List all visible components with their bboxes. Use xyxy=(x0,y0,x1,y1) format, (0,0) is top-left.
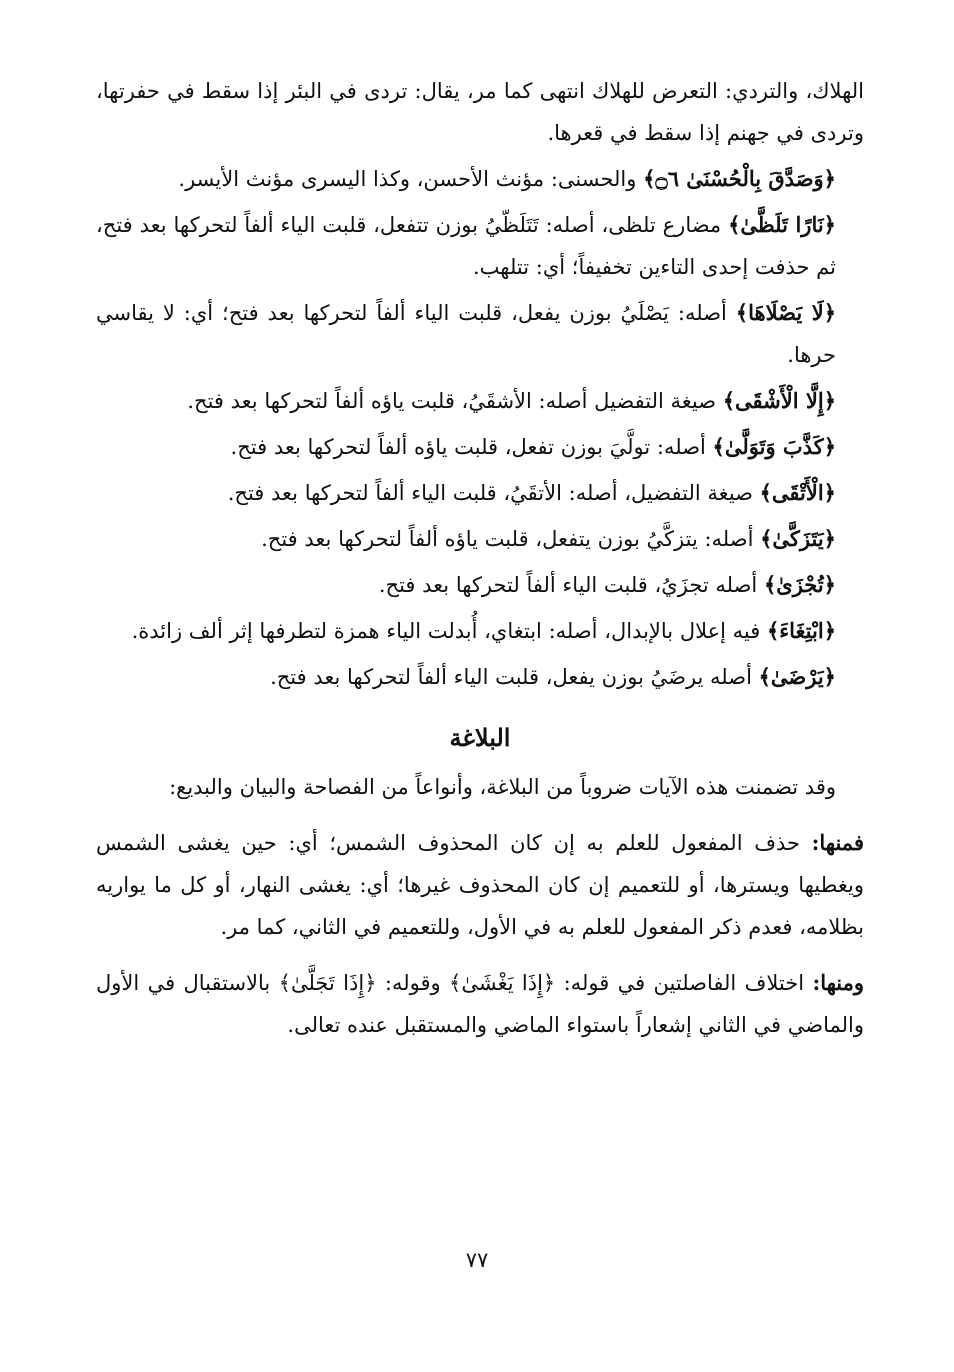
paragraph-9-text: أصله تجزَيُ، قلبت الياء ألفاً لتحركها بعد فتح. xyxy=(378,573,764,597)
quran-quote: ﴿كَذَّبَ وَتَوَلَّىٰ﴾ xyxy=(712,434,836,459)
quran-quote: ﴿ابْتِغَاءَ﴾ xyxy=(766,618,836,643)
quran-quote: ﴿يَتَزَكَّىٰ﴾ xyxy=(760,526,836,551)
balagha-intro-text: وقد تضمنت هذه الآيات ضروباً من البلاغة، وأنواعاً من الفصاحة والبيان والبديع: xyxy=(169,775,836,799)
paragraph-4 xyxy=(96,292,864,376)
paragraph-3 xyxy=(96,204,864,288)
section-heading: البلاغة xyxy=(449,723,511,752)
spacer xyxy=(96,812,864,822)
point-lead: ومنها: xyxy=(812,970,864,995)
point-lead: فمنها: xyxy=(811,830,864,855)
quran-quote: ﴿الْأَتْقَى﴾ xyxy=(759,480,836,505)
page-number: ٧٧ xyxy=(465,1248,489,1272)
balagha-point-1-text: حذف المفعول للعلم به إن كان المحذوف الشمس؛ أي: حين يغشى الشمس ويغطيها ويسترها، أو للتعميم إن كان المحذوف غيرها؛ أي: يغشى النهار، أو كل ما يواريه بظلامه، فعدم ذكر المفعول للعلم به في الأول، وللتعميم في الثاني، كما مر. xyxy=(96,831,864,939)
quran-quote: ﴿وَصَدَّقَ بِالْحُسْنَىٰ ۝٦﴾ xyxy=(643,166,836,191)
paragraph-8-text: أصله: يتزكَّيُ بوزن يتفعل، قلبت ياؤه ألفاً لتحركها بعد فتح. xyxy=(261,527,761,551)
balagha-point-1 xyxy=(96,822,864,948)
paragraph-10-text: فيه إعلال بالإبدال، أصله: ابتغاي، أُبدلت الياء همزة لتطرفها إثر ألف زائدة. xyxy=(131,619,767,643)
quran-quote: ﴿تُجْزَىٰ﴾ xyxy=(763,572,836,597)
paragraph-5 xyxy=(96,380,864,422)
paragraph-11 xyxy=(96,656,864,698)
quran-quote: ﴿إِلَّا الْأَشْقَى﴾ xyxy=(722,388,836,413)
paragraph-11-text: أصله يرضَيُ بوزن يفعل، قلبت الياء ألفاً لتحركها بعد فتح. xyxy=(270,665,759,689)
paragraph-2-text: والحسنى: مؤنث الأحسن، وكذا اليسرى مؤنث الأيسر. xyxy=(178,167,644,191)
quran-quote: ﴿نَارًا تَلَظَّىٰ﴾ xyxy=(728,212,836,237)
balagha-point-2-text: اختلاف الفاصلتين في قوله: ﴿إِذَا يَغْشَىٰ﴾ وقوله: ﴿إِذَا تَجَلَّىٰ﴾ بالاستقبال في الأول والماضي في الثاني إشعاراً باستواء الماضي والمستقبل عنده تعالى. xyxy=(96,971,864,1037)
paragraph-5-text: صيغة التفضيل أصله: الأشقَيُ، قلبت ياؤه ألفاً لتحركها بعد فتح. xyxy=(187,389,723,413)
balagha-intro xyxy=(96,766,864,808)
spacer xyxy=(96,952,864,962)
quran-quote: ﴿يَرْضَىٰ﴾ xyxy=(758,664,836,689)
paragraph-6-text: أصله: تولَّيَ بوزن تفعل، قلبت ياؤه ألفاً لتحركها بعد فتح. xyxy=(230,435,713,459)
paragraph-2 xyxy=(96,158,864,200)
paragraph-7-text: صيغة التفضيل، أصله: الأتقَيُ، قلبت الياء ألفاً لتحركها بعد فتح. xyxy=(227,481,760,505)
paragraph-10 xyxy=(96,610,864,652)
quran-quote: ﴿لَا يَصْلَاهَا﴾ xyxy=(735,300,836,325)
paragraph-6 xyxy=(96,426,864,468)
paragraph-8 xyxy=(96,518,864,560)
paragraph-4-text: أصله: يَصْلَيُ بوزن يفعل، قلبت الياء ألفاً لتحركها بعد فتح؛ أي: لا يقاسي حرها. xyxy=(96,301,836,367)
paragraph-3-text: مضارع تلظى، أصله: تَتَلَظّيُ بوزن تتفعل، قلبت الياء ألفاً لتحركها بعد فتح، ثم حذفت إحدى التاءين تخفيفاً؛ أي: تتلهب. xyxy=(96,213,836,279)
balagha-point-2 xyxy=(96,962,864,1046)
paragraph-9 xyxy=(96,564,864,606)
paragraph-7 xyxy=(96,472,864,514)
paragraph-1-text: الهلاك، والتردي: التعرض للهلاك انتهى كما مر، يقال: تردى في البئر إذا سقط في حفرتها، وتردى في جهنم إذا سقط في قعرها. xyxy=(96,79,864,145)
paragraph-1 xyxy=(96,70,864,154)
